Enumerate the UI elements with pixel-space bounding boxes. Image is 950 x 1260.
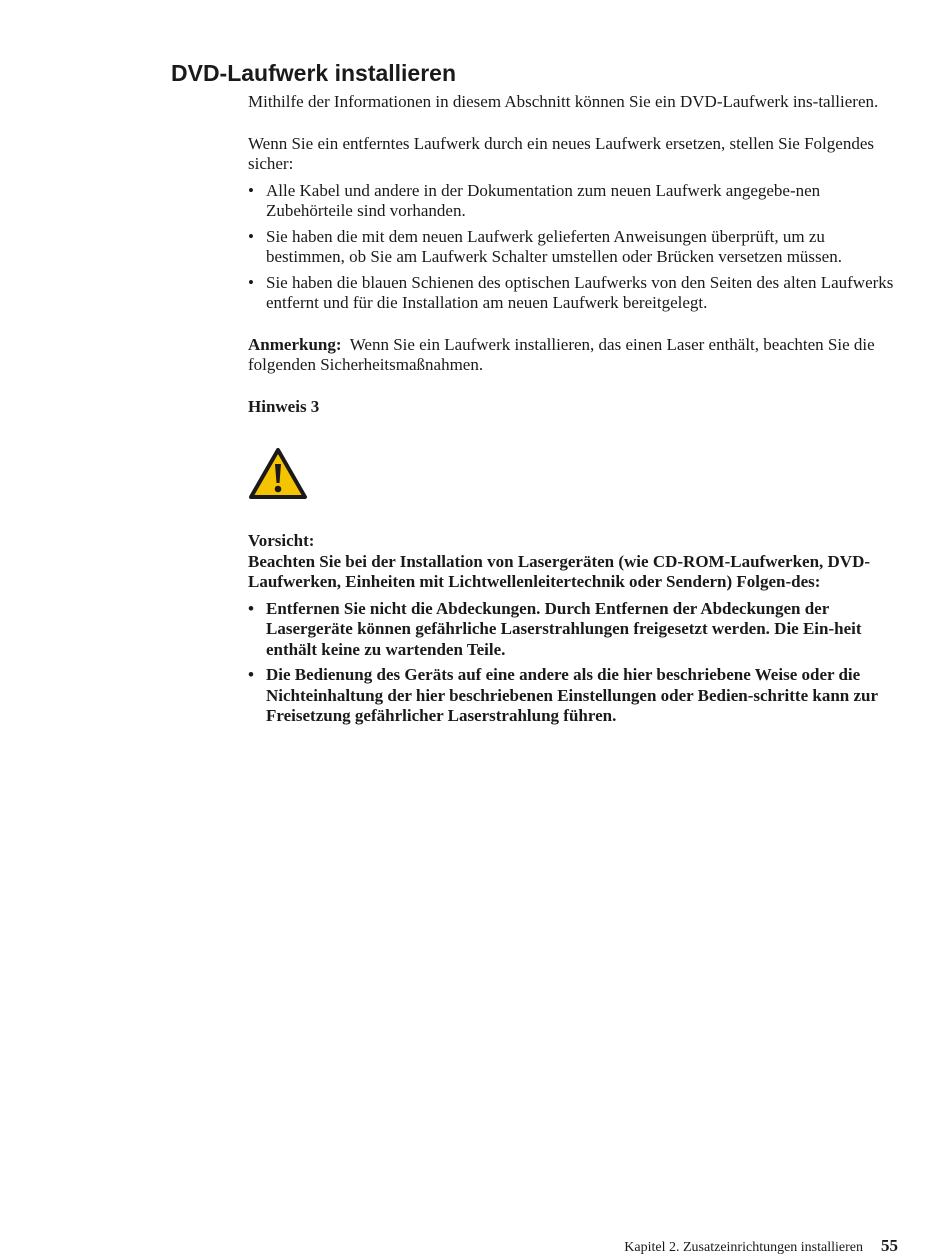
replace-intro-paragraph: Wenn Sie ein entferntes Laufwerk durch ein neues Laufwerk ersetzen, stellen Sie Folgendes sicher: [248,133,874,173]
note-paragraph [248,335,896,376]
page-number: 55 [881,1236,898,1255]
list-item: • Sie haben die mit dem neuen Laufwerk gelieferten Anweisungen überprüft, um zu bestimmen, ob Sie am Laufwerk Schalter umstellen oder Brücken versetzen müssen. [248,227,896,268]
warning-triangle-icon [248,447,308,501]
list-item: • Alle Kabel und andere in der Dokumentation zum neuen Laufwerk angegebe-nen Zubehörteile sind vorhanden. [248,181,896,222]
intro-paragraph: Mithilfe der Informationen in diesem Abschnitt können Sie ein DVD-Laufwerk ins-tallieren. [248,92,879,111]
checklist [248,181,896,314]
caution-list [248,599,896,727]
caution-body: Beachten Sie bei der Installation von Lasergeräten (wie CD-ROM-Laufwerken, DVD-Laufwerken, Einheiten mit Lichtwellenleitertechnik oder Sendern) Folgen-des: [248,551,871,591]
page-title: DVD-Laufwerk installieren [171,60,457,86]
footer-chapter: Kapitel 2. Zusatzeinrichtungen installieren [624,1240,863,1255]
note-text: Wenn Sie ein Laufwerk installieren, das einen Laser enthält, beachten Sie die folgenden Sicherheitsmaßnahmen. [248,334,875,374]
list-item: • Die Bedienung des Geräts auf eine andere als die hier beschriebene Weise oder die Nichteinhaltung der hier beschriebenen Einstellungen oder Bedien-schritte kann zur Freisetzung gefährlicher Laserstrahlung führen. [248,665,896,727]
page-footer [624,1236,898,1258]
caution-heading: Vorsicht: [248,531,315,550]
content-area [248,92,896,748]
list-item: • Entfernen Sie nicht die Abdeckungen. Durch Entfernen der Abdeckungen der Lasergeräte können gefährliche Laserstrahlungen freigesetzt werden. Die Ein-heit enthält keine zu wartenden Teile. [248,599,896,661]
note-label: Anmerkung: [248,334,342,354]
list-item: • Sie haben die blauen Schienen des optischen Laufwerks von den Seiten des alten Laufwerks entfernt und für die Installation am neuen Laufwerk bereitgelegt. [248,273,896,314]
hinweis-heading: Hinweis 3 [248,396,320,416]
